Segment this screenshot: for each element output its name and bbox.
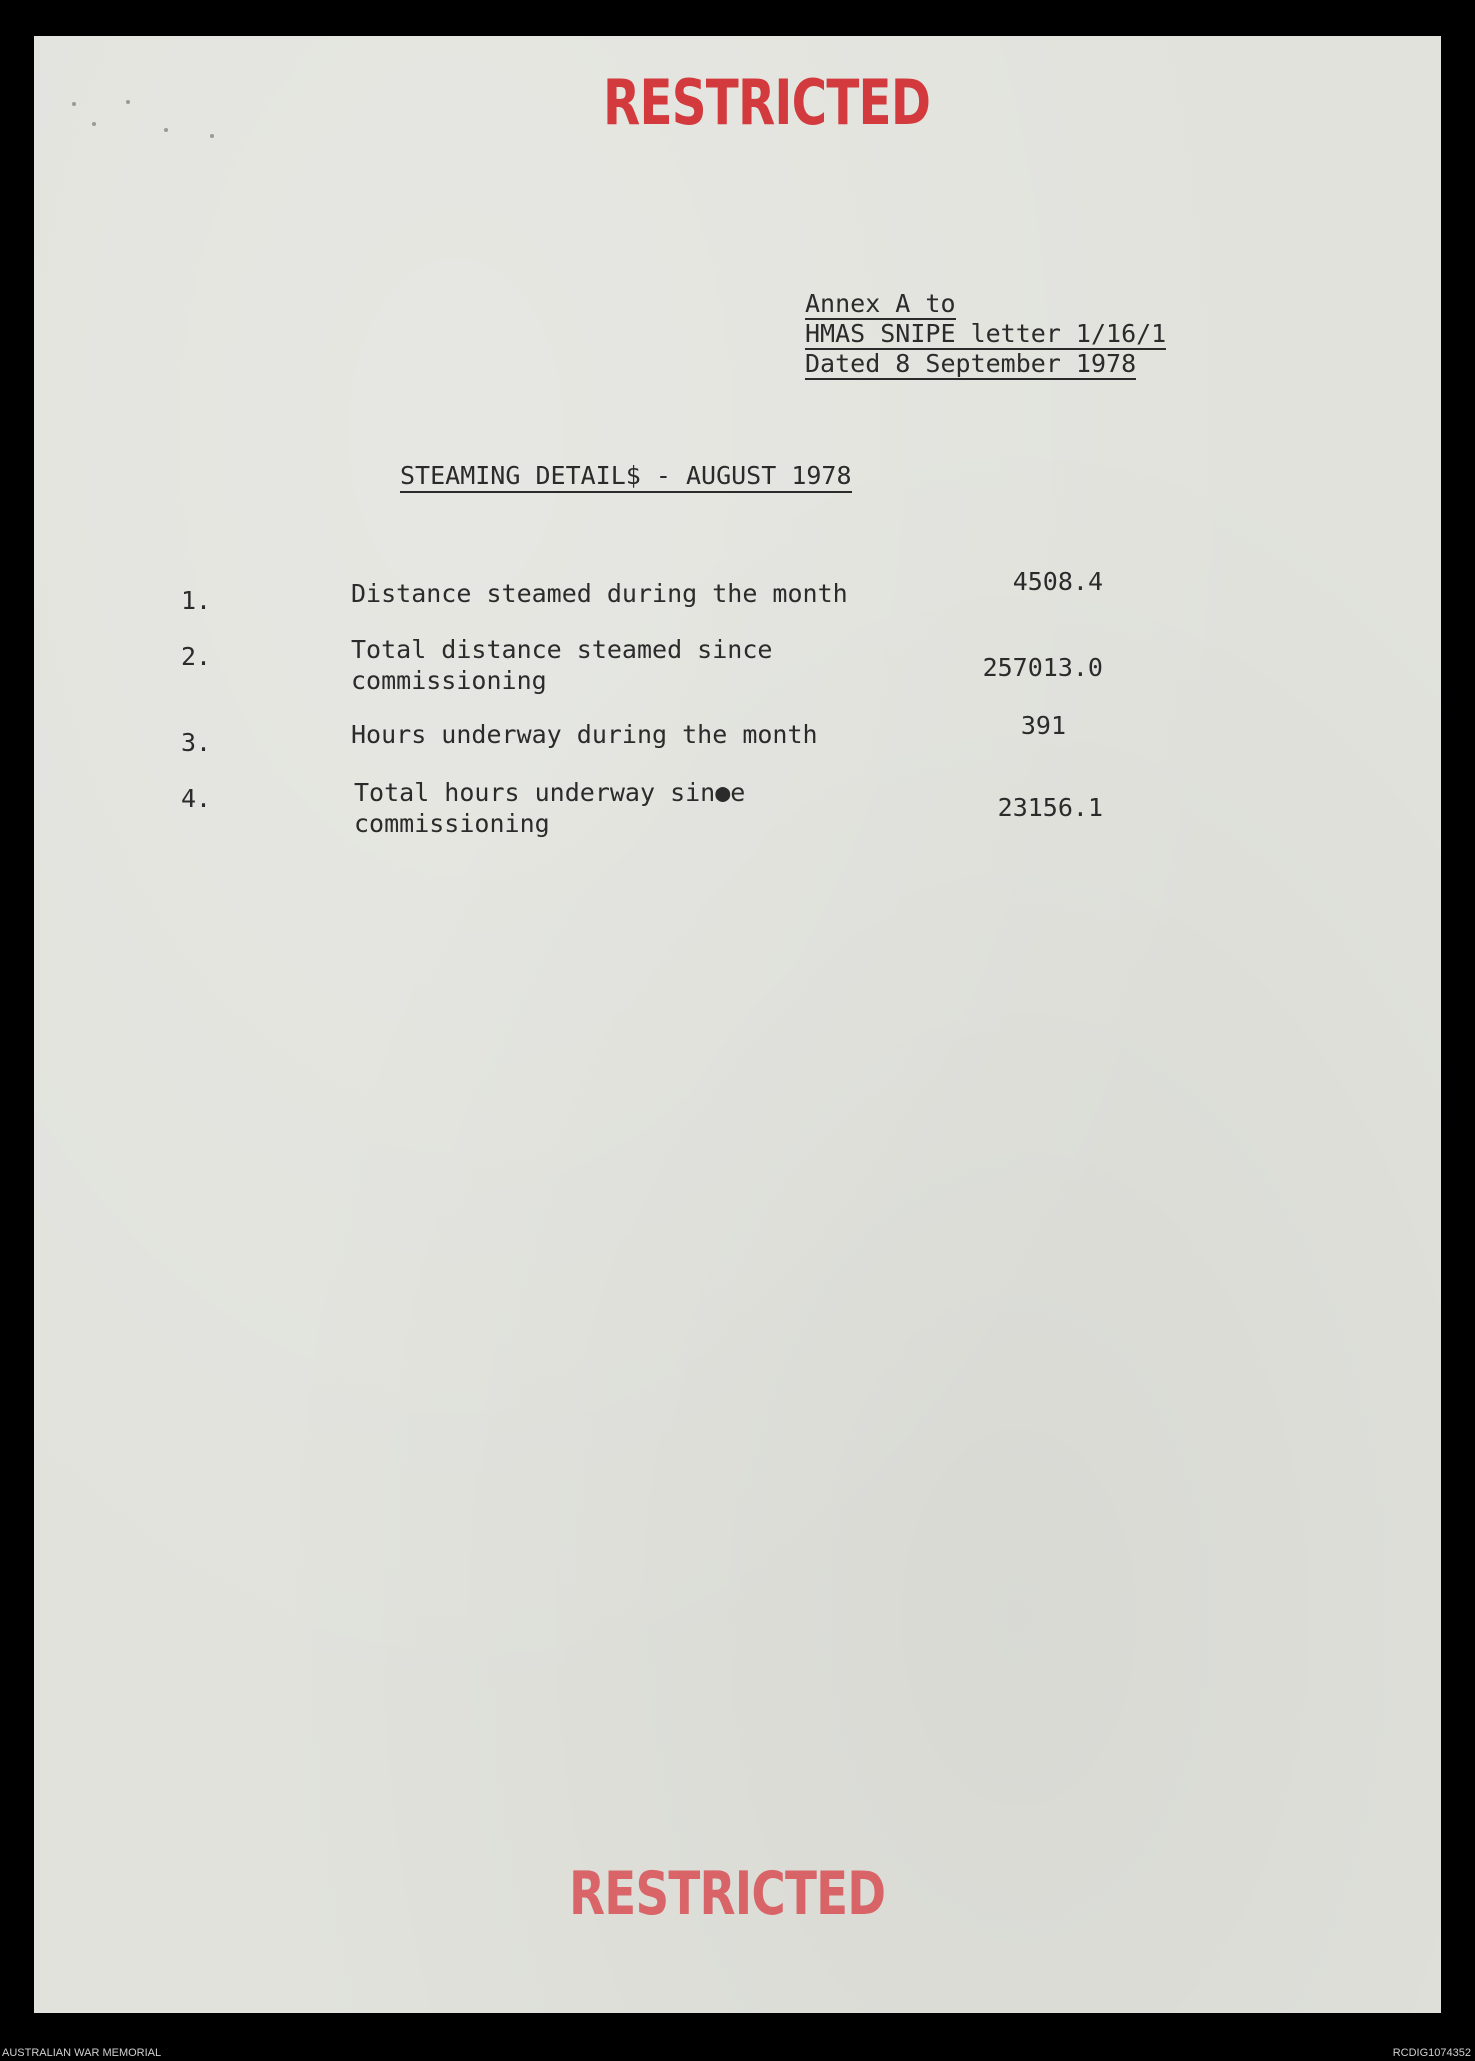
archive-id: RCDIG1074352 [1392, 2047, 1471, 2059]
row-label: Total distance steamed since commissioning [351, 635, 773, 695]
row-value: 4508.4 [1012, 567, 1103, 596]
row-value: 391 [1020, 711, 1066, 740]
row-number: 1. [181, 586, 212, 615]
annex-line-1: Annex A to [805, 289, 956, 318]
row-label: Total hours underway sin●e commissioning [354, 778, 746, 838]
row-number: 4. [181, 784, 212, 813]
row-number: 2. [181, 642, 212, 671]
paper-speck [164, 128, 168, 132]
annex-line-3: Dated 8 September 1978 [805, 349, 1137, 378]
document-heading: STEAMING DETAIL$ - AUGUST 1978 [400, 463, 852, 493]
row-value: 257013.0 [982, 653, 1103, 682]
restricted-stamp-top: RESTRICTED [603, 66, 931, 139]
row-value: 23156.1 [997, 793, 1103, 822]
paper-speck [72, 102, 76, 106]
row-label: Hours underway during the month [351, 720, 818, 749]
restricted-stamp-bottom: RESTRICTED [569, 1859, 886, 1929]
row-number: 3. [181, 728, 212, 757]
paper-speck [92, 122, 96, 126]
paper-page [34, 36, 1441, 2013]
annex-line-2: HMAS SNIPE letter 1/16/1 [805, 319, 1167, 348]
paper-speck [126, 100, 130, 104]
archive-credit: AUSTRALIAN WAR MEMORIAL [2, 2047, 162, 2059]
paper-speck [210, 134, 214, 138]
annex-reference [805, 290, 1166, 380]
row-label: Distance steamed during the month [351, 579, 848, 608]
